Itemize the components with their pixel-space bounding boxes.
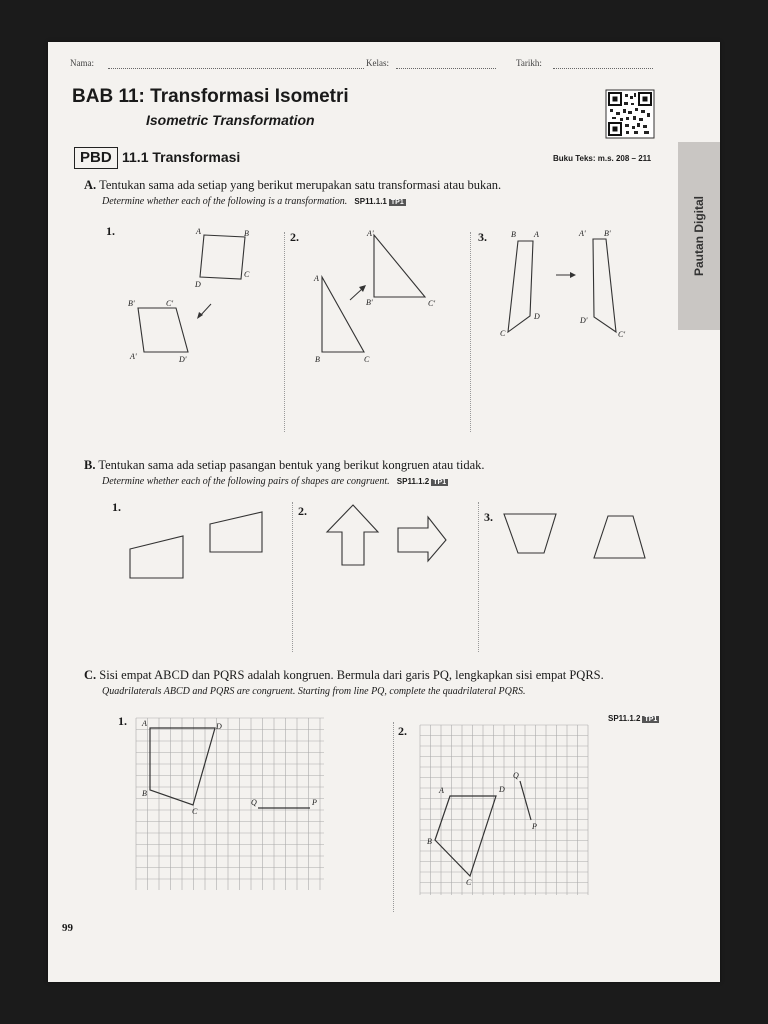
a3-label-b-prime: B'	[604, 229, 611, 238]
c1-label-c: C	[192, 807, 198, 816]
question-b-code: SP11.1.2	[396, 477, 430, 486]
a3-label-d: D	[534, 312, 540, 321]
question-b-item-2-number: 2.	[298, 504, 307, 518]
question-b-text-ms: Tentukan sama ada setiap pasangan bentuk yang berikut kongruen atau tidak.	[98, 458, 485, 472]
c2-label-b: B	[427, 837, 432, 846]
a1-label-b-prime: B'	[128, 299, 135, 308]
a2-label-c: C	[364, 355, 370, 364]
question-b-tp-badge: TP1	[433, 479, 447, 486]
digital-links-tab-label: Pautan Digital	[692, 195, 706, 277]
a1-label-c: C	[244, 270, 250, 279]
c1-label-q: Q	[251, 798, 257, 807]
c2-label-q: Q	[513, 771, 519, 780]
textbook-reference: Buku Teks: m.s. 208 – 211	[553, 154, 652, 163]
a1-label-a: A	[196, 227, 201, 236]
c1-label-a: A	[142, 719, 147, 728]
question-a-letter: A.	[84, 178, 97, 192]
a3-label-a: A	[534, 230, 539, 239]
question-c-text-en: Quadrilaterals ABCD and PQRS are congruent. Starting from line PQ, complete the quadrilateral PQRS.	[102, 686, 526, 697]
question-a-code: SP11.1.1	[354, 197, 387, 206]
c2-label-a: A	[439, 786, 444, 795]
a2-label-a-prime: A'	[367, 229, 374, 238]
c2-line-pq	[520, 781, 531, 820]
worksheet-page	[48, 42, 720, 982]
question-a-item-2-number: 2.	[290, 230, 299, 244]
c1-quadrilateral-abcd	[150, 728, 215, 805]
question-c-figures	[48, 42, 720, 982]
class-label: Kelas:	[366, 58, 389, 68]
question-c-letter: C.	[84, 668, 97, 682]
question-c-tp-badge: TP1	[644, 716, 658, 723]
a3-label-b: B	[511, 230, 516, 239]
c2-quadrilateral-abcd	[435, 796, 496, 876]
question-b-letter: B.	[84, 458, 96, 472]
question-c-text-ms: Sisi empat ABCD dan PQRS adalah kongruen. Bermula dari garis PQ, lengkapkan sisi empat PQRS.	[99, 668, 604, 682]
a2-label-c-prime: C'	[428, 299, 436, 308]
a1-label-a-prime: A'	[130, 352, 137, 361]
question-a-text-ms: Tentukan sama ada setiap yang berikut merupakan satu transformasi atau bukan.	[99, 178, 502, 192]
question-c-item-2-number: 2.	[398, 724, 407, 738]
name-label: Nama:	[70, 58, 94, 68]
c1-label-b: B	[142, 789, 147, 798]
question-b-item-3-number: 3.	[484, 510, 493, 524]
chapter-subtitle: Isometric Transformation	[146, 112, 315, 128]
question-a-item-3-number: 3.	[478, 230, 487, 244]
a3-label-c-prime: C'	[618, 330, 626, 339]
question-a-item-1-number: 1.	[106, 224, 115, 238]
question-b-text-en: Determine whether each of the following pairs of shapes are congruent.	[102, 476, 390, 487]
a1-label-d: D	[195, 280, 201, 289]
pbd-badge: PBD	[74, 147, 118, 169]
question-a-tp-badge: TP1	[390, 199, 404, 206]
chapter-title: BAB 11: Transformasi Isometri	[72, 86, 349, 107]
a1-label-b: B	[244, 229, 249, 238]
a2-label-a: A	[314, 274, 319, 283]
c1-label-d: D	[216, 722, 222, 731]
a2-label-b-prime: B'	[366, 298, 373, 307]
question-b-item-1-number: 1.	[112, 500, 121, 514]
a2-label-b: B	[315, 355, 320, 364]
page-number: 99	[62, 922, 73, 934]
question-a-text-en: Determine whether each of the following is a transformation.	[102, 196, 348, 207]
section-title: 11.1 Transformasi	[122, 149, 241, 165]
c2-label-p: P	[532, 822, 537, 831]
c2-label-c: C	[466, 878, 472, 887]
a1-label-c-prime: C'	[166, 299, 174, 308]
a3-label-c: C	[500, 329, 506, 338]
question-c-code: SP11.1.2	[608, 714, 641, 723]
question-c-item-1-number: 1.	[118, 714, 127, 728]
a3-label-a-prime: A'	[579, 229, 586, 238]
c1-label-p: P	[312, 798, 317, 807]
date-label: Tarikh:	[516, 58, 542, 68]
a1-label-d-prime: D'	[179, 355, 187, 364]
c2-label-d: D	[499, 785, 505, 794]
a3-label-d-prime: D'	[580, 316, 588, 325]
